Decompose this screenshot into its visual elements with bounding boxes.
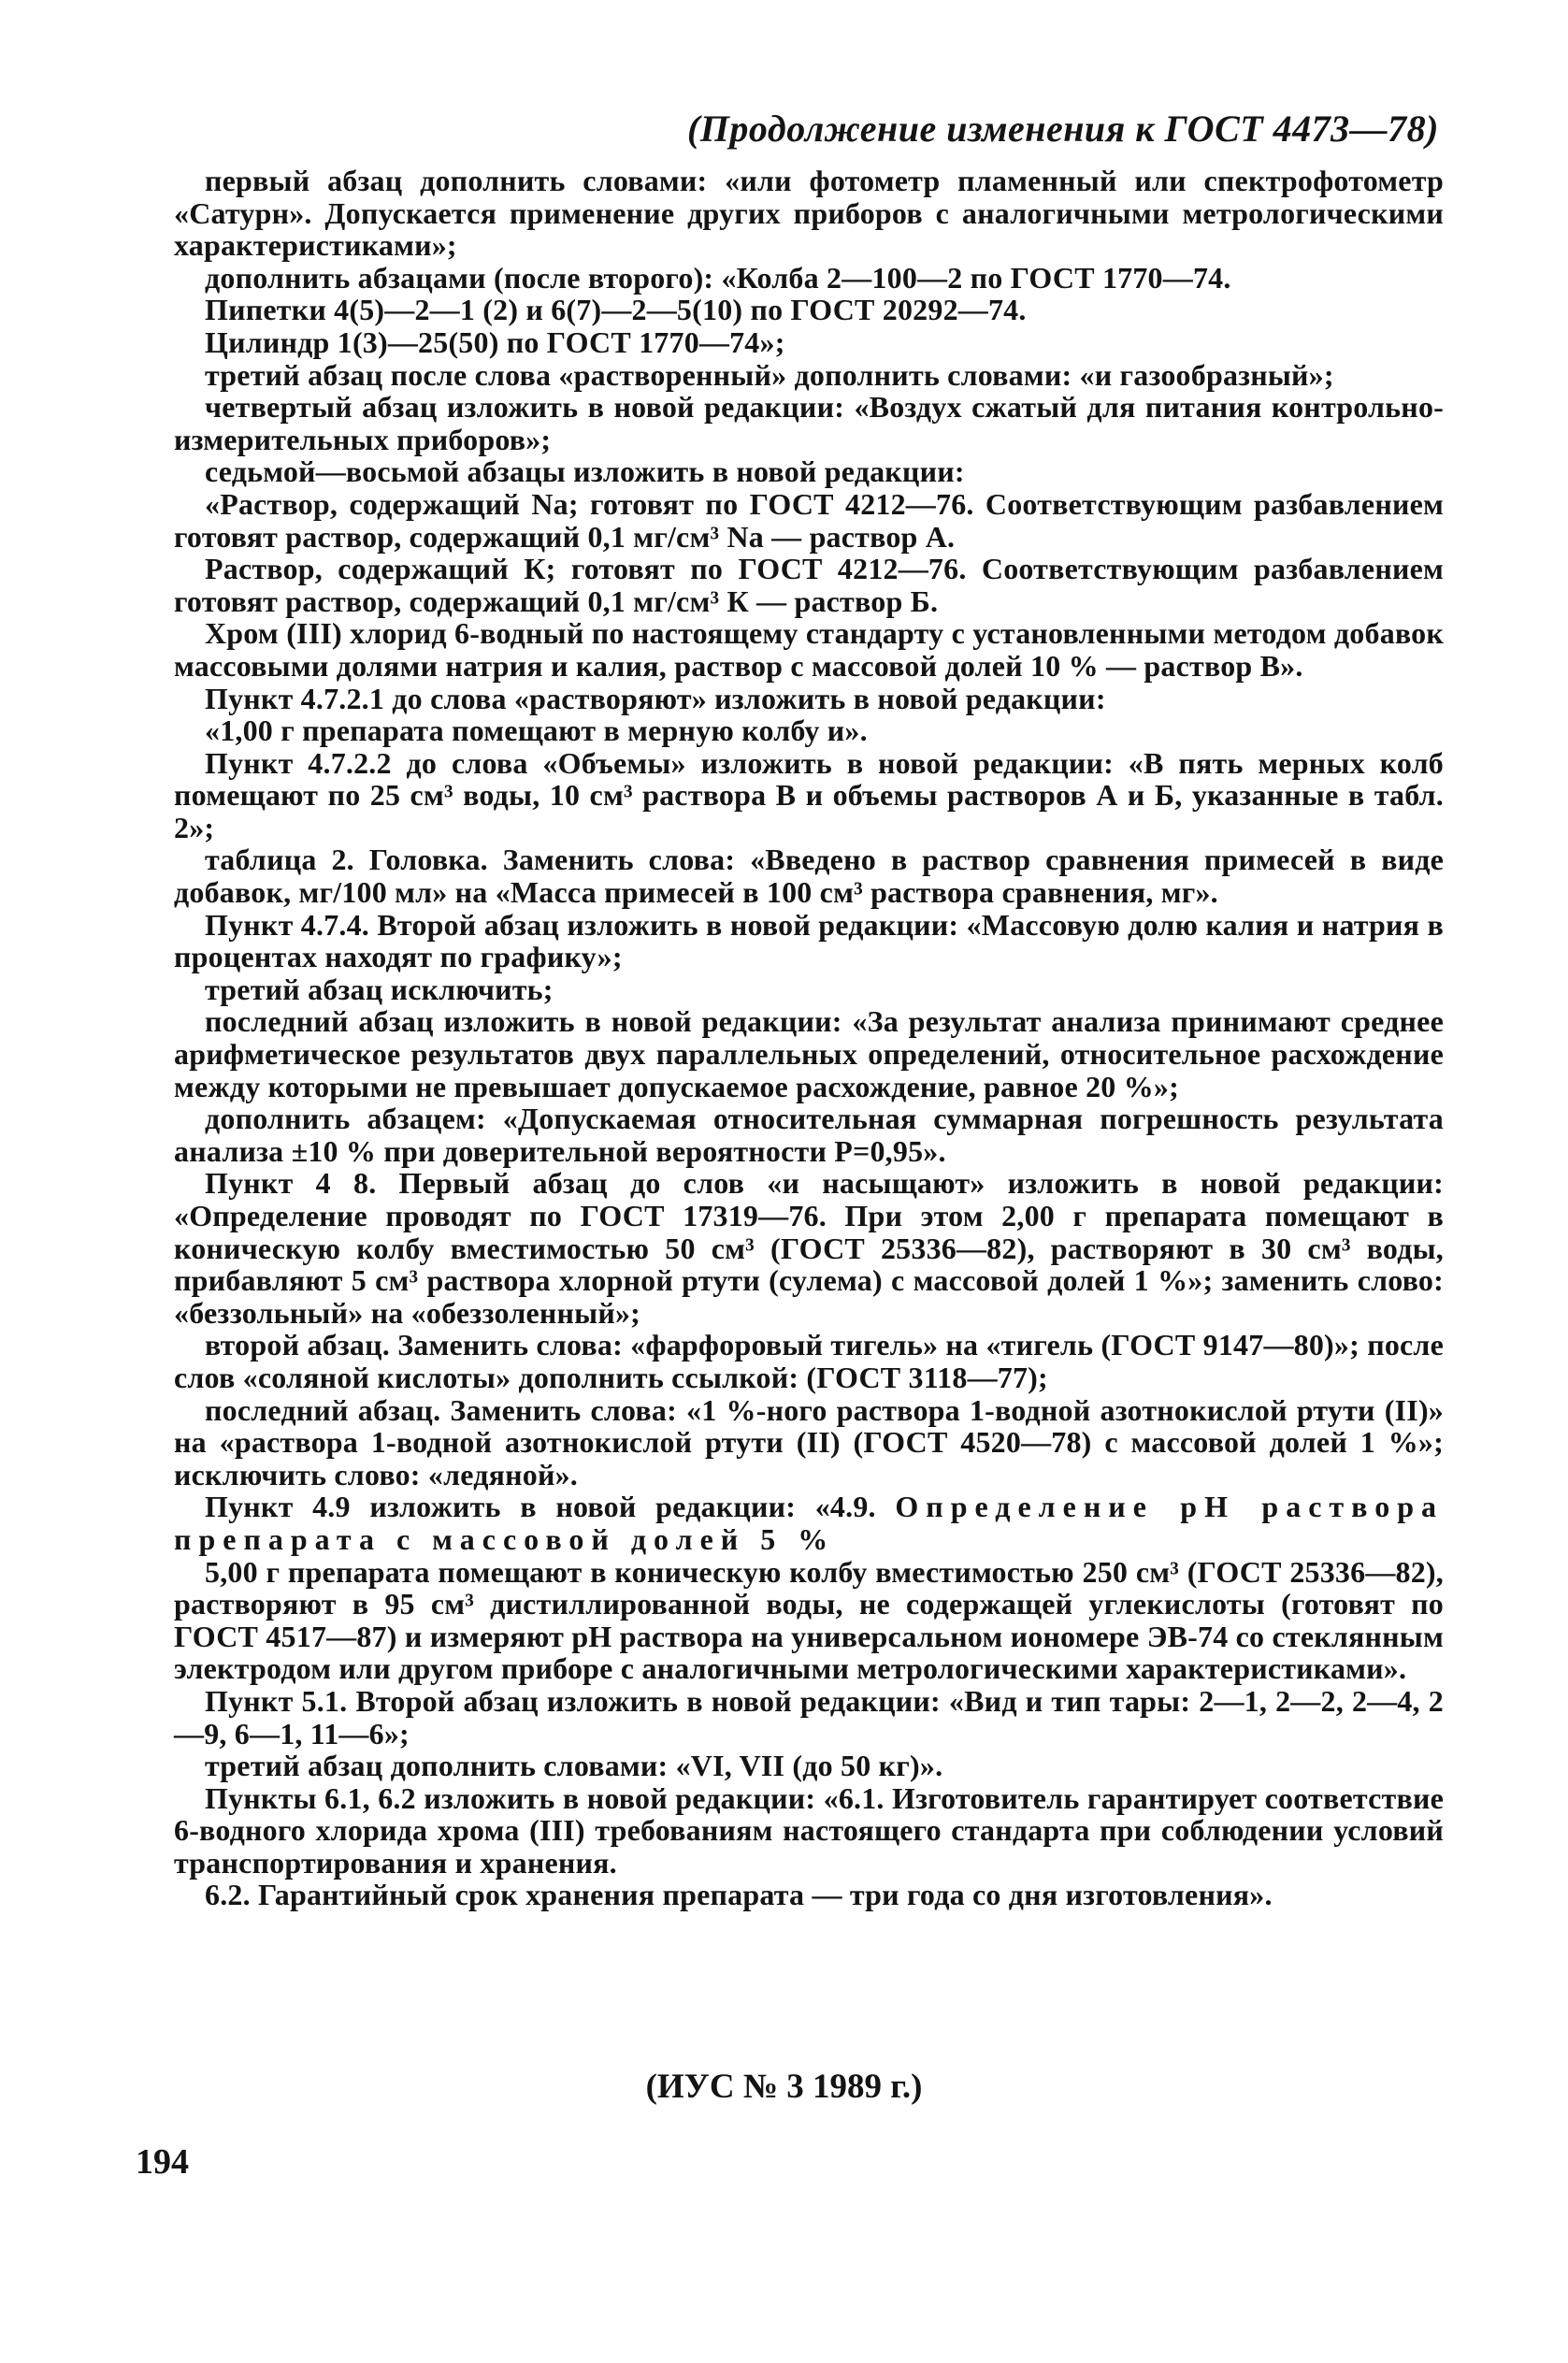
paragraph: 6.2. Гарантийный срок хранения препарата — три года со дня изготовления». xyxy=(205,1878,1273,1912)
document-body xyxy=(174,165,1444,1911)
paragraph: третий абзац исключить; xyxy=(205,972,554,1006)
paragraph: последний абзац. Заменить слова: «1 %-ного раствора 1-водной азотнокислой ртути (II)» на «раствора 1-водной азотнокислой ртути (II) (ГОСТ 4520—78) с массовой долей 1 %»; исключить слово: «ледяной». xyxy=(174,1392,1444,1491)
paragraph: последний абзац изложить в новой редакции: «За результат анализа принимают среднее арифметическое результатов двух параллельных определений, относительное расхождение между которыми не превышает допускаемое расхождение, равное 20 %»; xyxy=(174,1004,1444,1103)
paragraph: Пункты 6.1, 6.2 изложить в новой редакции: «6.1. Изготовитель гарантирует соответствие 6-водного хлорида хрома (III) требованиям настоящего стандарта при соблюдении условий транспортирования и хранения. xyxy=(174,1780,1444,1880)
paragraph: седьмой—восьмой абзацы изложить в новой редакции: xyxy=(205,454,965,489)
paragraph: первый абзац дополнить словами: «или фотометр пламенный или спектрофотометр «Сатурн». Допускается применение других приборов с аналогичными метрологическими характеристиками»; xyxy=(174,164,1444,263)
page-number: 194 xyxy=(136,2142,189,2182)
paragraph: четвертый абзац изложить в новой редакции: «Воздух сжатый для питания контрольно-измерительных приборов»; xyxy=(174,390,1444,456)
paragraph-4-9-heading: Определение рН раствора препарата с массовой долей 5 % xyxy=(174,1490,1444,1556)
paragraph: дополнить абзацем: «Допускаемая относительная суммарная погрешность результата анализа ±10 % при доверительной вероятности Р=0,95». xyxy=(174,1102,1444,1168)
paragraph: «1,00 г препарата помещают в мерную колбу и». xyxy=(205,713,868,748)
paragraph: Хром (III) хлорид 6-водный по настоящему стандарту с установленными методом добавок массовыми долями натрия и калия, раствор с массовой долей 10 % — раствор В». xyxy=(174,616,1444,683)
paragraph: третий абзац дополнить словами: «VI, VII (до 50 кг)». xyxy=(205,1749,943,1783)
paragraph: 5,00 г препарата помещают в коническую колбу вместимостью 250 см³ (ГОСТ 25336—82), растворяют в 95 см³ дистиллированной воды, не содержащей углекислоты (готовят по ГОСТ 4517—87) и измеряют рН раствора на универсальном иономере ЭВ-74 со стеклянным электродом или другом приборе с аналогичными метрологическими характеристиками». xyxy=(174,1554,1444,1686)
paragraph-4-9 xyxy=(174,1491,1444,1555)
paragraph: Пипетки 4(5)—2—1 (2) и 6(7)—2—5(10) по ГОСТ 20292—74. xyxy=(205,293,1027,327)
paragraph: второй абзац. Заменить слова: «фарфоровый тигель» на «тигель (ГОСТ 9147—80)»; после слов «соляной кислоты» дополнить ссылкой: (ГОСТ 3118—77); xyxy=(174,1328,1444,1394)
paragraph-4-9-lead: Пункт 4.9 изложить в новой редакции: «4.9. xyxy=(205,1490,896,1524)
paragraph: Пункт 4.7.4. Второй абзац изложить в новой редакции: «Массовую долю калия и натрия в процентах находят по графику»; xyxy=(174,907,1444,974)
paragraph: таблица 2. Головка. Заменить слова: «Введено в раствор сравнения примесей в виде добавок, мг/100 мл» на «Масса примесей в 100 см³ раствора сравнения, мг». xyxy=(174,843,1444,910)
paragraph: дополнить абзацами (после второго): «Колба 2—100—2 по ГОСТ 1770—74. xyxy=(205,260,1231,295)
paragraph: Пункт 4.7.2.2 до слова «Объемы» изложить в новой редакции: «В пять мерных колб помещают по 25 см³ воды, 10 см³ раствора В и объемы растворов А и Б, указанные в табл. 2»; xyxy=(174,745,1444,844)
paragraph: Пункт 4 8. Первый абзац до слов «и насыщают» изложить в новой редакции: «Определение проводят по ГОСТ 17319—76. При этом 2,00 г препарата помещают в коническую колбу вместимостью 50 см³ (ГОСТ 25336—82), растворяют в 30 см³ воды, прибавляют 5 см³ раствора хлорной ртути (сулема) с массовой долей 1 %»; заменить слово: «беззольный» на «обеззоленный»; xyxy=(174,1166,1444,1330)
footer-reference: (ИУС № 3 1989 г.) xyxy=(645,2068,923,2106)
paragraph: Пункт 5.1. Второй абзац изложить в новой редакции: «Вид и тип тары: 2—1, 2—2, 2—4, 2—9, 6—1, 11—6»; xyxy=(174,1683,1444,1751)
page-header: (Продолжение изменения к ГОСТ 4473—78) xyxy=(686,108,1439,150)
paragraph: Раствор, содержащий К; готовят по ГОСТ 4212—76. Соответствующим разбавлением готовят раствор, содержащий 0,1 мг/см³ К — раствор Б. xyxy=(174,552,1444,618)
paragraph: «Раствор, содержащий Na; готовят по ГОСТ 4212—76. Соответствующим разбавлением готовят раствор, содержащий 0,1 мг/см³ Na — раствор А. xyxy=(174,486,1444,554)
paragraph: Цилиндр 1(3)—25(50) по ГОСТ 1770—74»; xyxy=(205,324,785,359)
paragraph: Пункт 4.7.2.1 до слова «растворяют» изложить в новой редакции: xyxy=(205,681,1106,715)
paragraph: третий абзац после слова «растворенный» дополнить словами: «и газообразный»; xyxy=(205,357,1334,392)
